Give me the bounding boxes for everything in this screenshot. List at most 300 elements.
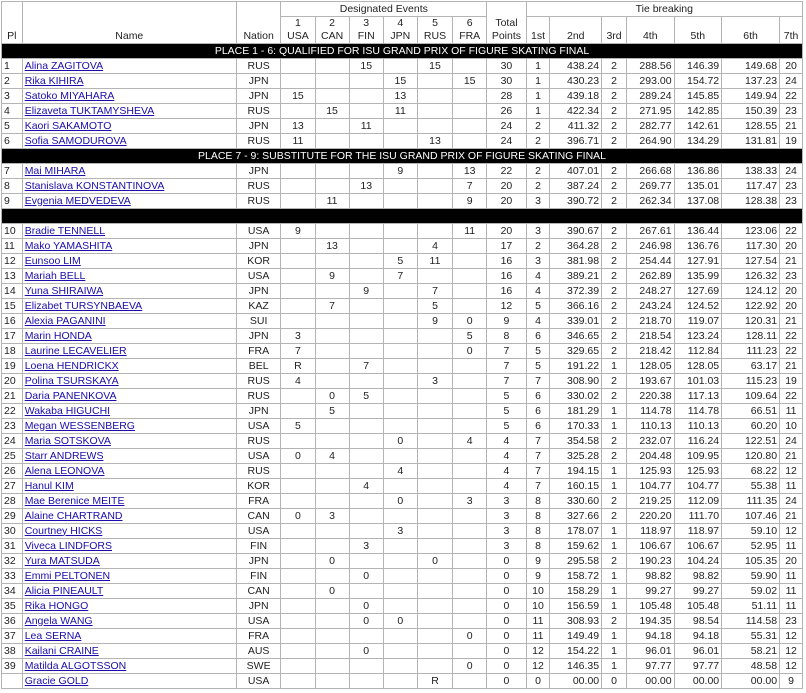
tie-break-cell: 204.48 [626, 449, 674, 464]
skater-name-cell [22, 524, 236, 539]
skater-name-cell [22, 554, 236, 569]
event-points-cell [281, 464, 315, 479]
place-cell: 19 [2, 359, 23, 374]
skater-name-link[interactable]: Courtney HICKS [24, 524, 103, 537]
tie-break-cell: 131.81 [722, 134, 780, 149]
event-points-cell [315, 119, 349, 134]
skater-name-link[interactable]: Alicia PINEAULT [24, 584, 104, 597]
tie-break-cell: 7 [526, 374, 550, 389]
skater-name-link[interactable]: Mariah BELL [24, 269, 86, 282]
skater-name-cell [22, 164, 236, 179]
tie-break-cell: 22 [780, 344, 803, 359]
section-divider-cell [2, 209, 803, 224]
tie-break-cell: 1 [602, 404, 627, 419]
tie-break-cell: 2 [602, 554, 627, 569]
table-row [2, 179, 803, 194]
total-points-cell: 22 [487, 164, 526, 179]
tie-break-cell: 125.93 [674, 464, 722, 479]
tie-break-cell: 282.77 [626, 119, 674, 134]
table-row [2, 239, 803, 254]
tie-break-cell: 2 [526, 134, 550, 149]
event-points-cell [281, 104, 315, 119]
skater-name-cell [22, 299, 236, 314]
place-cell: 28 [2, 494, 23, 509]
event-points-cell [281, 554, 315, 569]
event-points-cell [417, 74, 452, 89]
tie-break-cell: 12 [526, 644, 550, 659]
tie-break-cell: 11 [526, 614, 550, 629]
nation-cell: RUS [236, 464, 280, 479]
tie-break-cell: 190.23 [626, 554, 674, 569]
skater-name-cell [22, 404, 236, 419]
tie-break-cell: 2 [602, 449, 627, 464]
table-row [2, 359, 803, 374]
place-cell: 1 [2, 59, 23, 74]
tie-break-cell: 128.55 [722, 119, 780, 134]
event-points-cell: 7 [453, 179, 487, 194]
tie-break-cell: 158.72 [550, 569, 602, 584]
tie-break-cell: 142.85 [674, 104, 722, 119]
event-points-cell [349, 194, 383, 209]
event-points-cell [453, 479, 487, 494]
tie-break-cell: 6 [526, 404, 550, 419]
nation-cell: JPN [236, 89, 280, 104]
tie-break-cell: 329.65 [550, 344, 602, 359]
skater-name-link[interactable]: Yura MATSUDA [24, 554, 100, 567]
event-points-cell [281, 254, 315, 269]
skater-name-link[interactable]: Alina ZAGITOVA [24, 59, 104, 72]
skater-name-link[interactable]: Elizabet TURSYNBAEVA [24, 299, 143, 312]
event-points-cell [349, 434, 383, 449]
event-points-cell [453, 419, 487, 434]
event-number: 2 [329, 17, 335, 29]
nation-cell: AUS [236, 644, 280, 659]
tie-break-cell: 137.08 [674, 194, 722, 209]
skater-name-link[interactable]: Elizaveta TUKTAMYSHEVA [24, 104, 155, 117]
tie-break-cell: 2 [602, 314, 627, 329]
total-points-cell: 0 [487, 674, 526, 689]
event-points-cell: 3 [349, 539, 383, 554]
total-points-cell: 5 [487, 404, 526, 419]
event-points-cell [349, 74, 383, 89]
event-points-cell: 9 [453, 194, 487, 209]
tie-break-cell: 109.64 [722, 389, 780, 404]
tie-break-cell: 104.24 [674, 554, 722, 569]
event-points-cell [453, 89, 487, 104]
total-points-cell: 16 [487, 269, 526, 284]
tie-break-cell: 55.31 [722, 629, 780, 644]
table-row [2, 584, 803, 599]
tie-break-cell: 117.30 [722, 239, 780, 254]
event-points-cell [417, 269, 452, 284]
tie-break-cell: 2 [602, 284, 627, 299]
event-points-cell [349, 494, 383, 509]
skater-name-link[interactable]: Alexia PAGANINI [24, 314, 106, 327]
skater-name-link[interactable]: Wakaba HIGUCHI [24, 404, 111, 417]
event-points-cell [281, 479, 315, 494]
total-points-cell: 3 [487, 524, 526, 539]
place-cell: 5 [2, 119, 23, 134]
event-points-cell [315, 314, 349, 329]
event-points-cell [281, 674, 315, 689]
tie-break-cell: 136.44 [674, 224, 722, 239]
tie-break-cell: 325.28 [550, 449, 602, 464]
event-points-cell: 4 [383, 464, 417, 479]
event-points-cell [383, 599, 417, 614]
tie-break-cell: 5 [526, 299, 550, 314]
event-points-cell: 9 [349, 284, 383, 299]
table-row [2, 269, 803, 284]
place-cell: 7 [2, 164, 23, 179]
event-points-cell [383, 119, 417, 134]
event-points-cell: 15 [453, 74, 487, 89]
total-points-cell: 20 [487, 224, 526, 239]
col-header-event-2 [315, 17, 349, 44]
place-cell: 16 [2, 314, 23, 329]
tie-break-cell: 9 [526, 569, 550, 584]
tie-break-cell: 9 [780, 674, 803, 689]
tie-break-cell: 101.03 [674, 374, 722, 389]
event-points-cell [315, 329, 349, 344]
table-row [2, 599, 803, 614]
nation-cell: RUS [236, 59, 280, 74]
event-points-cell [349, 509, 383, 524]
table-row [2, 254, 803, 269]
col-header-name: Name [22, 2, 236, 44]
event-points-cell [417, 524, 452, 539]
tie-break-cell: 439.18 [550, 89, 602, 104]
tie-break-cell: 2 [602, 434, 627, 449]
event-points-cell [417, 569, 452, 584]
event-points-cell: 11 [315, 194, 349, 209]
skater-name-link[interactable]: Alaine CHARTRAND [24, 509, 123, 522]
event-points-cell: 0 [453, 344, 487, 359]
total-points-cell: 30 [487, 59, 526, 74]
event-points-cell [417, 344, 452, 359]
table-row [2, 539, 803, 554]
skater-name-link[interactable]: Sofia SAMODUROVA [24, 134, 127, 147]
tie-break-cell: 112.84 [674, 344, 722, 359]
skater-name-link[interactable]: Evgenia MEDVEDEVA [24, 194, 131, 207]
tie-break-cell: 159.62 [550, 539, 602, 554]
col-header-event-5 [417, 17, 452, 44]
skater-name-link[interactable]: Stanislava KONSTANTINOVA [24, 179, 165, 192]
event-points-cell: 5 [349, 389, 383, 404]
event-points-cell: 9 [315, 269, 349, 284]
table-row [2, 299, 803, 314]
nation-cell: KOR [236, 479, 280, 494]
tie-break-cell: 21 [780, 449, 803, 464]
tie-break-cell: 262.34 [626, 194, 674, 209]
tie-break-cell: 8 [526, 539, 550, 554]
tie-break-cell: 293.00 [626, 74, 674, 89]
skater-name-link[interactable]: Satoko MIYAHARA [24, 89, 115, 102]
tie-break-cell: 59.90 [722, 569, 780, 584]
tie-break-cell: 12 [780, 464, 803, 479]
tie-break-cell: 118.97 [674, 524, 722, 539]
skater-name-link[interactable]: Maria SOTSKOVA [24, 434, 111, 447]
tie-break-cell: 136.86 [674, 164, 722, 179]
skater-name-link[interactable]: Mai MIHARA [24, 164, 86, 177]
skater-name-cell [22, 344, 236, 359]
tie-break-cell: 2 [602, 179, 627, 194]
tie-break-cell: 1 [602, 644, 627, 659]
event-points-cell [453, 539, 487, 554]
tie-break-cell: 68.22 [722, 464, 780, 479]
event-points-cell: 0 [349, 569, 383, 584]
nation-cell: CAN [236, 584, 280, 599]
skater-name-link[interactable]: Laurine LECAVELIER [24, 344, 127, 357]
tie-break-cell: 7 [526, 479, 550, 494]
event-points-cell [453, 104, 487, 119]
tie-break-cell: 11 [780, 539, 803, 554]
event-points-cell [315, 524, 349, 539]
nation-cell: CAN [236, 509, 280, 524]
table-row [2, 569, 803, 584]
skater-name-link[interactable]: Lea SERNA [24, 629, 82, 642]
tie-break-cell: 2 [526, 164, 550, 179]
event-code: USA [287, 30, 309, 42]
event-points-cell [281, 629, 315, 644]
tie-break-cell: 3 [526, 224, 550, 239]
event-points-cell [349, 314, 383, 329]
event-points-cell: 11 [453, 224, 487, 239]
event-points-cell [383, 509, 417, 524]
event-points-cell [315, 374, 349, 389]
table-row [2, 404, 803, 419]
tie-break-cell: 21 [780, 119, 803, 134]
total-points-cell: 3 [487, 494, 526, 509]
tie-break-cell: 20 [780, 239, 803, 254]
tie-break-cell: 246.98 [626, 239, 674, 254]
tie-break-cell: 381.98 [550, 254, 602, 269]
skater-name-link[interactable]: Mako YAMASHITA [24, 239, 113, 252]
skater-name-link[interactable]: Megan WESSENBERG [24, 419, 135, 432]
event-points-cell [383, 329, 417, 344]
event-points-cell [453, 614, 487, 629]
event-points-cell [281, 164, 315, 179]
event-points-cell: 0 [383, 434, 417, 449]
tie-break-cell: 1 [526, 74, 550, 89]
skater-name-link[interactable]: Emmi PELTONEN [24, 569, 111, 582]
place-cell: 38 [2, 644, 23, 659]
tie-break-cell: 1 [602, 524, 627, 539]
skater-name-link[interactable]: Rika HONGO [24, 599, 89, 612]
event-points-cell [315, 359, 349, 374]
skater-name-link[interactable]: Angela WANG [24, 614, 93, 627]
total-points-cell: 3 [487, 509, 526, 524]
event-points-cell [349, 254, 383, 269]
tie-break-cell: 96.01 [674, 644, 722, 659]
table-row [2, 659, 803, 674]
table-row [2, 164, 803, 179]
skater-name-link[interactable]: Daria PANENKOVA [24, 389, 117, 402]
tie-break-cell: 98.54 [674, 614, 722, 629]
event-points-cell [383, 134, 417, 149]
tie-break-cell: 2 [602, 194, 627, 209]
total-points-cell: 7 [487, 344, 526, 359]
skater-name-link[interactable]: Alena LEONOVA [24, 464, 105, 477]
place-cell: 11 [2, 239, 23, 254]
place-cell: 6 [2, 134, 23, 149]
place-cell: 14 [2, 284, 23, 299]
total-points-cell: 3 [487, 539, 526, 554]
tie-break-cell: 12 [780, 629, 803, 644]
table-row [2, 449, 803, 464]
tie-break-cell: 2 [602, 254, 627, 269]
section-header [2, 149, 803, 164]
skater-name-link[interactable]: Rika KIHIRA [24, 74, 84, 87]
tie-break-cell: 97.77 [626, 659, 674, 674]
event-points-cell: 15 [349, 59, 383, 74]
tie-break-cell: 128.38 [722, 194, 780, 209]
skater-name-link[interactable]: Kailani CRAINE [24, 644, 99, 657]
nation-cell: FIN [236, 569, 280, 584]
total-points-cell: 9 [487, 314, 526, 329]
event-points-cell [349, 464, 383, 479]
skater-name-link[interactable]: Mae Berenice MEITE [24, 494, 125, 507]
skater-name-link[interactable]: Hanul KIM [24, 479, 74, 492]
event-points-cell [383, 239, 417, 254]
tie-break-cell: 00.00 [722, 674, 780, 689]
total-label-line1: Total [495, 17, 518, 29]
event-code: FIN [357, 30, 375, 42]
tie-break-cell: 1 [602, 464, 627, 479]
event-points-cell [453, 569, 487, 584]
skater-name-link[interactable]: Marin HONDA [24, 329, 92, 342]
tie-break-cell: 126.32 [722, 269, 780, 284]
tie-break-cell: 23 [780, 179, 803, 194]
tie-break-cell: 107.46 [722, 509, 780, 524]
event-points-cell [453, 674, 487, 689]
event-points-cell [453, 464, 487, 479]
total-points-cell: 0 [487, 599, 526, 614]
table-row [2, 89, 803, 104]
skater-name-cell [22, 74, 236, 89]
skater-name-cell [22, 374, 236, 389]
tie-break-cell: 2 [526, 179, 550, 194]
place-cell: 26 [2, 464, 23, 479]
tie-break-cell: 4 [526, 284, 550, 299]
nation-cell: RUS [236, 434, 280, 449]
table-row [2, 614, 803, 629]
skater-name-link[interactable]: Polina TSURSKAYA [24, 374, 119, 387]
skater-name-link[interactable]: Matilda ALGOTSSON [24, 659, 127, 672]
tie-break-cell: 3 [526, 194, 550, 209]
event-points-cell [281, 659, 315, 674]
event-points-cell: 4 [453, 434, 487, 449]
event-points-cell [315, 284, 349, 299]
header-row-groups [2, 2, 803, 17]
skater-name-link[interactable]: Yuna SHIRAIWA [24, 284, 104, 297]
event-points-cell [417, 509, 452, 524]
tie-break-cell: 6 [526, 329, 550, 344]
tie-break-cell: 122.51 [722, 434, 780, 449]
event-number: 5 [432, 17, 438, 29]
event-points-cell [453, 269, 487, 284]
event-points-cell [383, 449, 417, 464]
event-points-cell: 0 [453, 659, 487, 674]
event-points-cell [281, 599, 315, 614]
tie-break-cell: 127.91 [674, 254, 722, 269]
tie-break-cell: 99.27 [626, 584, 674, 599]
tie-break-cell: 407.01 [550, 164, 602, 179]
event-points-cell [281, 389, 315, 404]
tie-break-cell: 136.76 [674, 239, 722, 254]
event-number: 4 [397, 17, 404, 29]
total-points-cell: 4 [487, 449, 526, 464]
event-points-cell [383, 344, 417, 359]
event-points-cell [281, 269, 315, 284]
place-cell: 30 [2, 524, 23, 539]
skater-name-link[interactable]: Viveca LINDFORS [24, 539, 113, 552]
tie-break-cell: 120.80 [722, 449, 780, 464]
tie-break-cell: 154.72 [674, 74, 722, 89]
event-points-cell: 0 [349, 599, 383, 614]
event-points-cell [315, 464, 349, 479]
skater-name-cell [22, 569, 236, 584]
tie-break-cell: 2 [602, 224, 627, 239]
event-points-cell [417, 479, 452, 494]
event-points-cell [453, 359, 487, 374]
tie-break-cell: 21 [780, 254, 803, 269]
tie-break-cell: 23 [780, 269, 803, 284]
event-points-cell [417, 449, 452, 464]
total-points-cell: 24 [487, 134, 526, 149]
tie-break-cell: 19 [780, 134, 803, 149]
nation-cell: JPN [236, 329, 280, 344]
event-points-cell [349, 224, 383, 239]
event-points-cell [383, 299, 417, 314]
skater-name-link[interactable]: Eunsoo LIM [24, 254, 81, 267]
event-points-cell [417, 434, 452, 449]
event-points-cell: 4 [281, 374, 315, 389]
skater-name-link[interactable]: Loena HENDRICKX [24, 359, 119, 372]
tie-break-cell: 264.90 [626, 134, 674, 149]
event-points-cell [453, 239, 487, 254]
tie-break-cell: 105.48 [674, 599, 722, 614]
event-points-cell: 5 [383, 254, 417, 269]
skater-name-link[interactable]: Kaori SAKAMOTO [24, 119, 112, 132]
event-points-cell: 3 [315, 509, 349, 524]
tie-break-cell: 232.07 [626, 434, 674, 449]
place-cell: 32 [2, 554, 23, 569]
nation-cell: FIN [236, 539, 280, 554]
event-points-cell: 7 [349, 359, 383, 374]
total-points-cell: 0 [487, 644, 526, 659]
skater-name-link[interactable]: Bradie TENNELL [24, 224, 106, 237]
event-points-cell [349, 164, 383, 179]
total-points-cell: 17 [487, 239, 526, 254]
event-points-cell [315, 674, 349, 689]
event-points-cell [383, 584, 417, 599]
event-points-cell [383, 629, 417, 644]
tie-break-cell: 2 [602, 239, 627, 254]
tie-break-cell: 2 [602, 89, 627, 104]
skater-name-link[interactable]: Gracie GOLD [24, 674, 89, 687]
place-cell: 18 [2, 344, 23, 359]
tie-break-cell: 23 [780, 194, 803, 209]
tie-break-cell: 63.17 [722, 359, 780, 374]
event-points-cell: 15 [383, 74, 417, 89]
tie-break-cell: 194.35 [626, 614, 674, 629]
nation-cell: USA [236, 674, 280, 689]
tie-break-cell: 2 [602, 509, 627, 524]
tie-break-cell: 123.06 [722, 224, 780, 239]
event-points-cell: 9 [281, 224, 315, 239]
total-points-cell: 4 [487, 479, 526, 494]
skater-name-link[interactable]: Starr ANDREWS [24, 449, 104, 462]
